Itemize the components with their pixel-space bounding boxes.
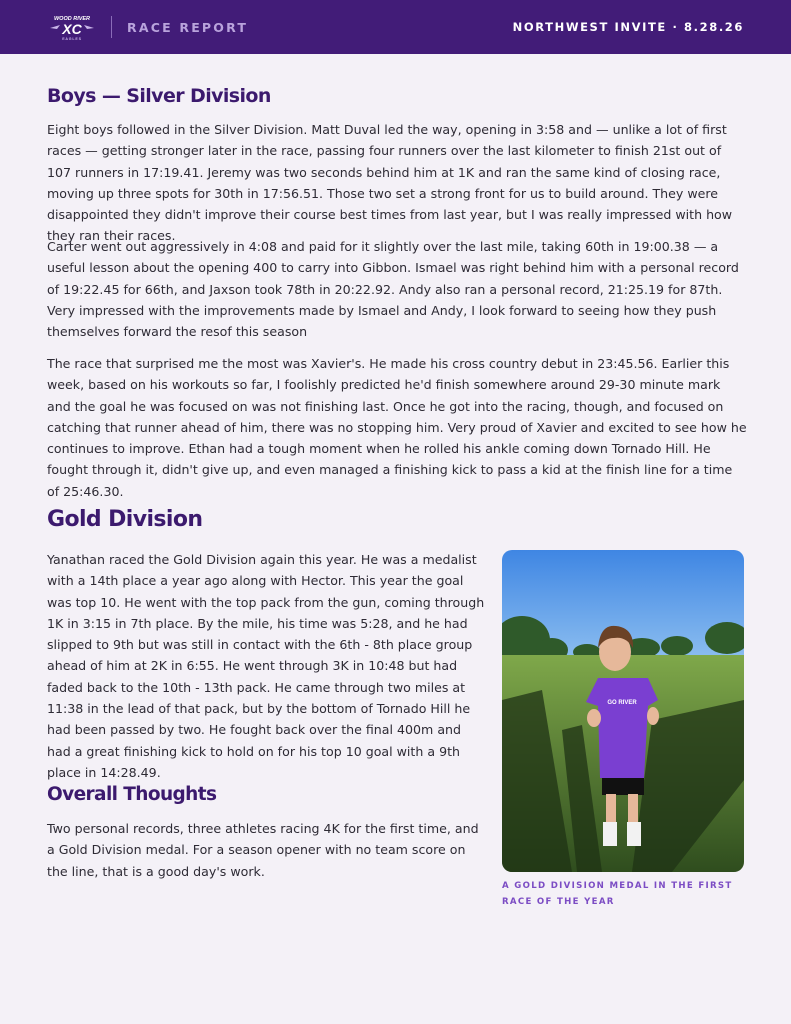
photo-caption: A GOLD DIVISION MEDAL IN THE FIRST RACE OF THE YEAR: [502, 881, 733, 907]
gold-division-heading: Gold Division: [47, 507, 203, 532]
athlete-photo: [502, 550, 744, 872]
header-divider: [111, 16, 112, 38]
page-title: RACE REPORT: [127, 19, 249, 35]
silver-paragraph-3: The race that surprised me the most was Xavier's. He made his cross country debut in 23:45.56. Earlier this week, based on his workouts so far, I foolishly predicted he'd finish somewhere around 29-30 minute mark and the goal he was focused on was not finishing last. Once he got into the racing, though, and focused on catching that runner ahead of him, there was no stopping him. Very proud of Xavier and excited to see how he continues to improve. Ethan had a tough moment when he rolled his ankle coming down Tornado Hill. He fought through it, didn't give up, and even managed a finishing kick to pass a kid at the finish line for a time of 25:46.30.: [47, 356, 747, 499]
report-header: [0, 0, 791, 54]
logo-sub: EAGLES: [62, 37, 82, 41]
event-label: NORTHWEST INVITE · 8.28.26: [512, 20, 744, 34]
logo-text: WOOD RIVER: [53, 16, 91, 22]
overall-thoughts-heading: Overall Thoughts: [47, 784, 217, 805]
overall-paragraph: Two personal records, three athletes racing 4K for the first time, and a Gold Division medal. For a season opener with no team score on the line, that is a good day's work.: [47, 821, 479, 879]
silver-division-heading: Boys — Silver Division: [47, 85, 271, 107]
team-logo: [47, 13, 97, 41]
gold-paragraph: Yanathan raced the Gold Division again this year. He was a medalist with a 14th place a year ago along with Hector. This year the goal was top 10. He went with the top pack from the gun, coming through 1K in 3:15 in 7th place. By the mile, his time was 5:28, and he had slipped to 9th but was still in contact with the 6th - 8th place group ahead of him at 2K in 6:55. He went through 3K in 10:48 but had faded back to the 10th - 13th pack. He came through two miles at 11:38 in the lead of that pack, but by the bottom of Tornado Hill he had been passed by two. He fought back over the final 400m and had a great finishing kick to hold on for his top 10 goal with a 9th place in 14:28.49.: [47, 552, 485, 780]
shirt-text: GO RIVER: [607, 700, 637, 706]
silver-paragraph-2: Carter went out aggressively in 4:08 and paid for it slightly over the last mile, taking 60th in 19:00.38 — a useful lesson about the opening 400 to carry into Gibbon. Ismael was right behind him with a personal record of 19:22.45 for 66th, and Jaxson took 78th in 20:22.92. Andy also ran a personal record, 21:25.19 for 87th. Very impressed with the improvements made by Ismael and Andy, I look forward to seeing how they push themselves forward the resof this season: [47, 239, 739, 340]
logo-mark: XC: [62, 21, 82, 37]
silver-paragraph-1: Eight boys followed in the Silver Division. Matt Duval led the way, opening in 3:58 and — unlike a lot of first races — getting stronger later in the race, passing four runners over the last kilometer to finish 21st out of 107 runners in 17:19.41. Jeremy was two seconds behind him at 1K and ran the same kind of closing race, moving up three spots for 30th in 17:56.51. Those two set a strong front for us to build around. They were disappointed they didn't improve their course best times from last year, but I was really impressed with how they ran their races.: [47, 122, 733, 244]
